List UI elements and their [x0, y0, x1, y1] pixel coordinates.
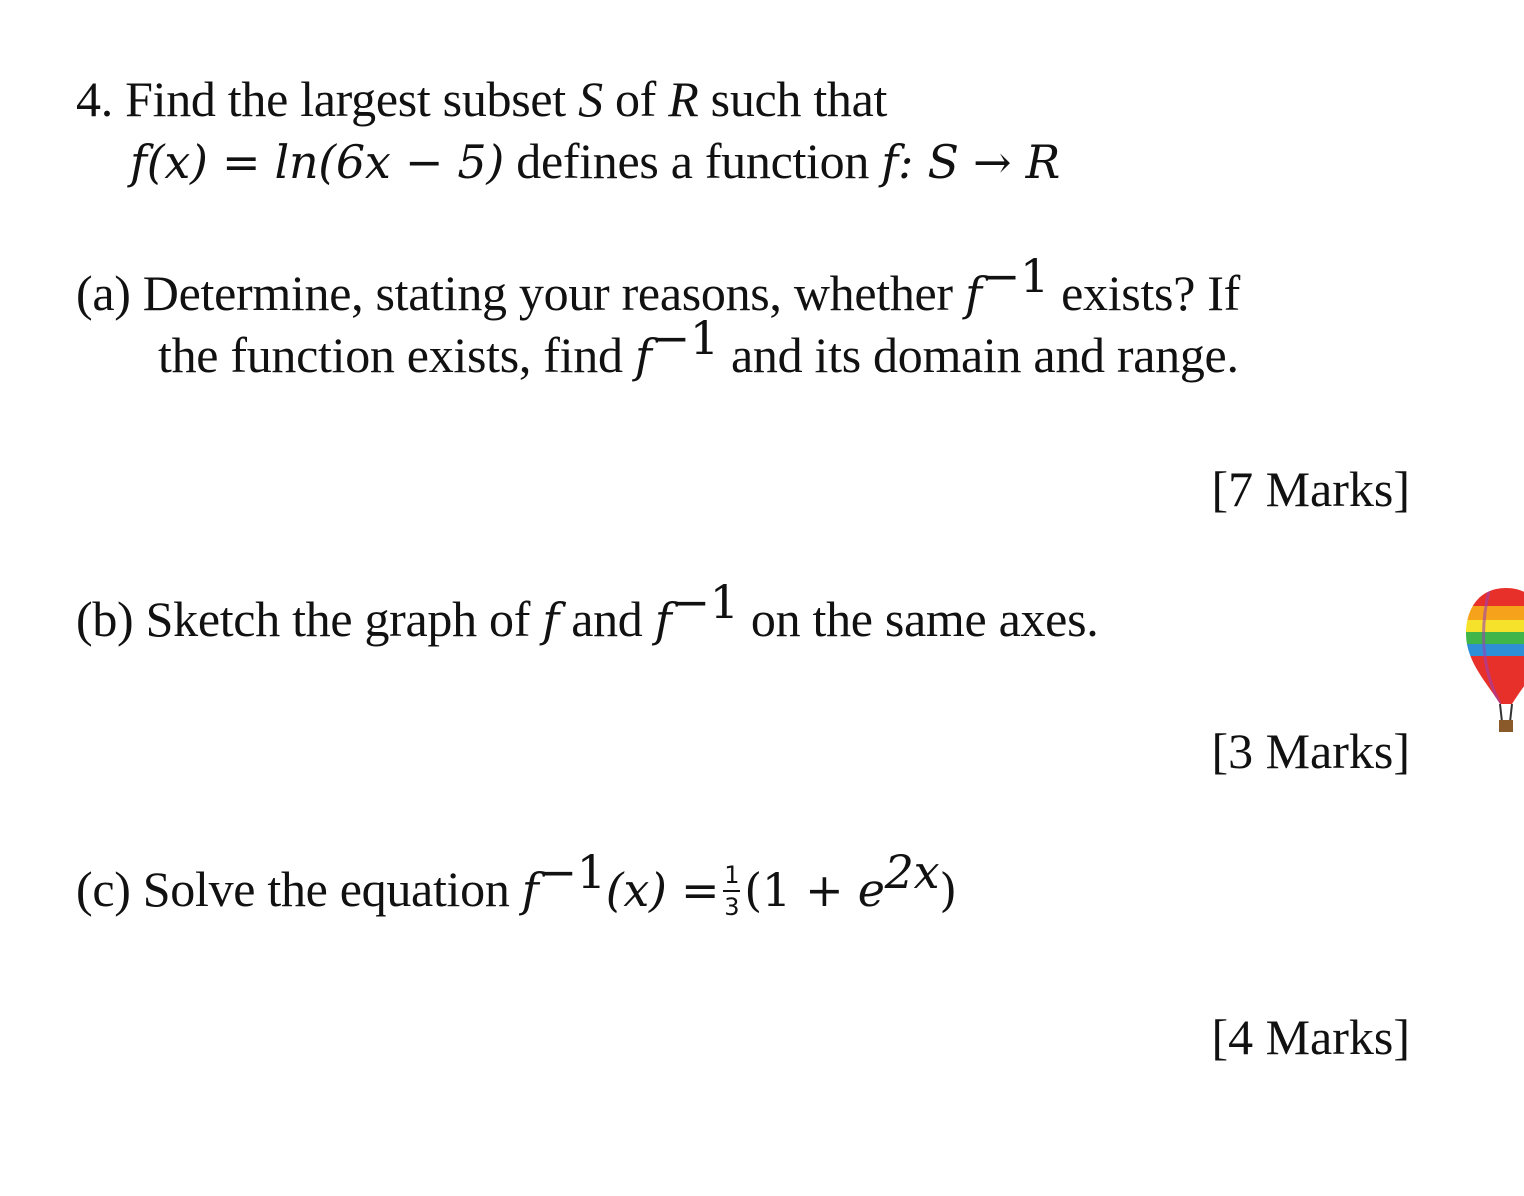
fraction-bar	[723, 890, 740, 892]
fraction-denominator: 3	[724, 892, 740, 921]
function-definition: f(x) = ln(6x − 5)	[130, 135, 505, 189]
hot-air-balloon-icon	[1466, 586, 1524, 746]
inverse-superscript: −1	[981, 249, 1049, 303]
part-b-line	[76, 575, 1099, 647]
fraction-one-third	[723, 860, 740, 921]
fraction-numerator: 1	[724, 860, 740, 889]
equation-rhs-open: (1 +	[744, 863, 858, 917]
part-a-label: (a)	[76, 265, 131, 321]
set-s: S	[578, 71, 603, 127]
part-c-label: (c)	[76, 861, 131, 917]
equation-rhs-close: )	[939, 863, 957, 917]
inverse-superscript: −1	[671, 575, 739, 629]
set-r: R	[668, 71, 699, 127]
question-text-of: of	[602, 71, 669, 127]
part-a-text: Determine, stating your reasons, whether	[130, 265, 965, 321]
f-symbol: f	[521, 863, 539, 917]
question-text-such-that: such that	[698, 71, 888, 127]
part-a-line-2	[158, 311, 1239, 383]
equation-lhs: (x) =	[605, 863, 720, 917]
question-line-1	[76, 71, 888, 127]
exponent: 2x	[884, 845, 940, 899]
part-c-text: Solve the equation	[130, 861, 522, 917]
e-symbol: e	[857, 863, 885, 917]
question-number: 4.	[76, 71, 113, 127]
part-c-marks: [4 Marks]	[1211, 1009, 1410, 1065]
part-b-text-and: and	[559, 591, 655, 647]
f-symbol: f	[654, 593, 672, 647]
part-b-marks: [3 Marks]	[1211, 723, 1410, 779]
part-a-text-3: and its domain and range.	[718, 327, 1239, 383]
part-b-label: (b)	[76, 591, 134, 647]
inverse-superscript: −1	[651, 311, 719, 365]
f-symbol: f	[542, 593, 560, 647]
f-symbol: f	[964, 267, 982, 321]
part-a-text-exists: exists? If	[1048, 265, 1241, 321]
part-b-text: Sketch the graph of	[133, 591, 543, 647]
inverse-superscript: −1	[538, 845, 606, 899]
part-b-text-axes: on the same axes.	[738, 591, 1099, 647]
f-symbol: f	[634, 329, 652, 383]
part-c-line	[76, 845, 957, 923]
part-a-marks: [7 Marks]	[1211, 461, 1410, 517]
question-text-defines: defines a function	[504, 133, 882, 189]
question-text: Find the largest subset	[125, 71, 579, 127]
question-line-2	[130, 133, 1060, 189]
part-a-text-2: the function exists, find	[158, 327, 635, 383]
function-mapping: f: S → R	[881, 135, 1060, 189]
